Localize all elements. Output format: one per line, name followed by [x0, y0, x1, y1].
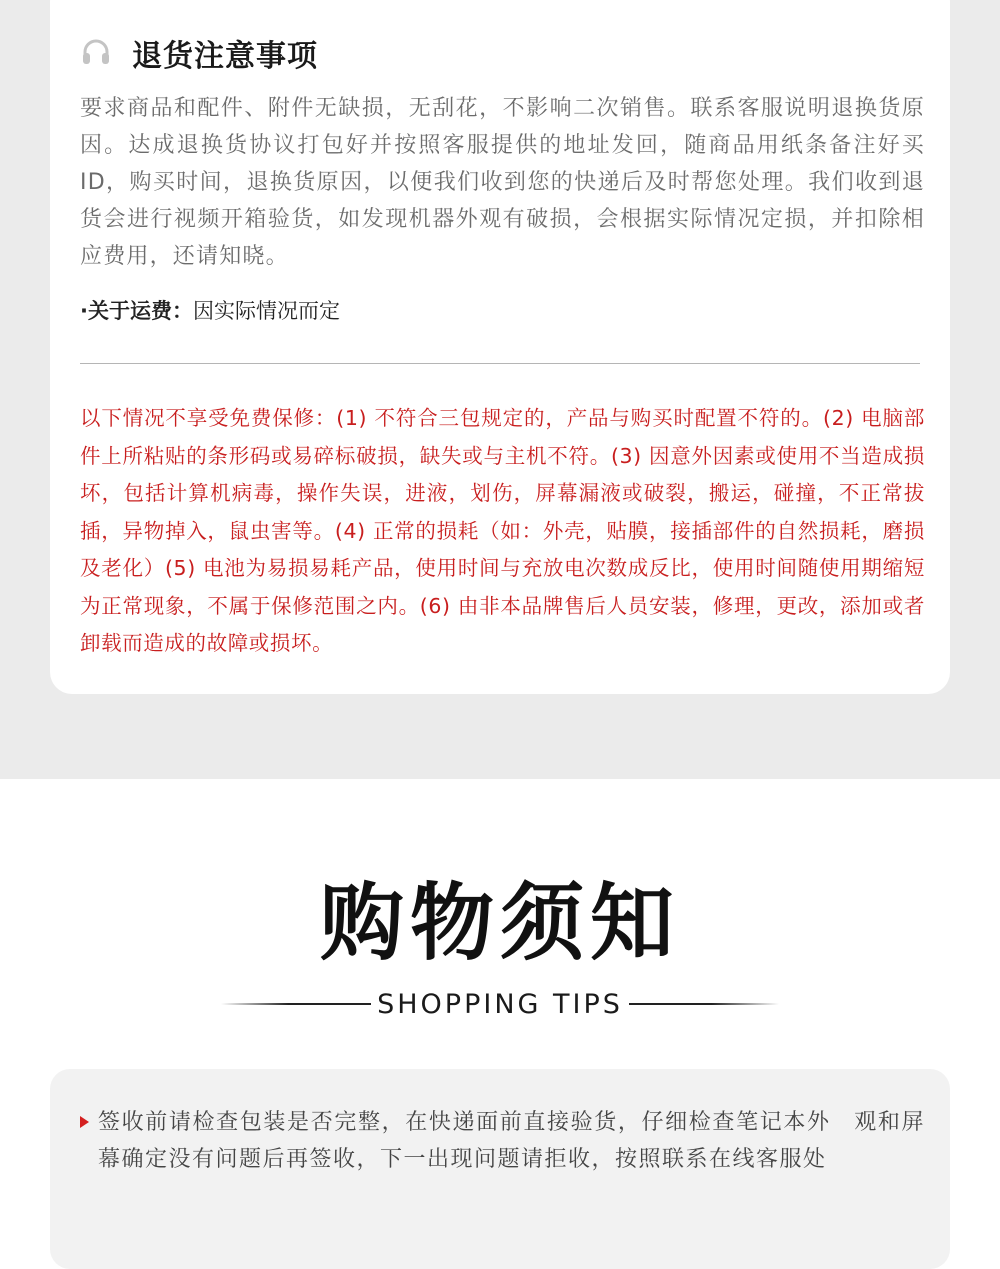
shipping-fee-label: ·关于运费： [80, 299, 193, 323]
shipping-fee-value: 因实际情况而定 [192, 299, 340, 323]
return-policy-text: 要求商品和配件、附件无缺损，无刮花，不影响二次销售。联系客服说明退换货原因。达成退换货协议打包好并按照客服提供的地址发回，随商品用纸条备注好买ID，购买时间，退换货原因，以便我们收到您的快递后及时帮您处理。我们收到退货会进行视频开箱验货，如发现机器外观有破损，会根据实际情况定损，并扣除相应费用，还请知晓。 [80, 96, 925, 269]
shopping-tips-title: 购物须知 [319, 874, 680, 972]
shopping-tips-subtitle-row [0, 986, 1000, 1022]
shopping-tips-subtitle: SHOPPING TIPS [377, 988, 623, 1020]
tip-item-text: 签收前请检查包装是否完整，在快递面前直接验货，仔细检查笔记本外 观和屏幕确定没有问题后再签收，下一出现问题请拒收，按照联系在线客服处 [98, 1110, 925, 1172]
tip-item [80, 1104, 925, 1178]
return-notice-title: 退货注意事项 [132, 39, 318, 74]
section-divider [80, 363, 920, 364]
shipping-fee-note [80, 294, 340, 328]
triangle-arrow-icon [80, 1116, 89, 1128]
return-notice-header [80, 30, 318, 76]
subtitle-right-rule [629, 1003, 779, 1005]
subtitle-left-rule [221, 1003, 371, 1005]
warranty-exclusions-text: 以下情况不享受免费保修：(1) 不符合三包规定的，产品与购买时配置不符的。(2) 电脑部件上所粘贴的条形码或易碎标破损，缺失或与主机不符。(3) 因意外因素或使用不当造成损坏，包括计算机病毒，操作失误，进液，划伤，屏幕漏液或破裂，搬运，碰撞，不正常拔插，异物掉入，鼠虫害等。(4) 正常的损耗（如：外壳，贴膜，接插部件的自然损耗，磨损及老化）(5) 电池为易损易耗产品，使用时间与充放电次数成反比，使用时间随使用期缩短为正常现象，不属于保修范围之内。(6) 由非本品牌售后人员安装，修理，更改，添加或者卸载而造成的故障或损坏。 [80, 406, 925, 655]
headset-icon [80, 37, 112, 69]
